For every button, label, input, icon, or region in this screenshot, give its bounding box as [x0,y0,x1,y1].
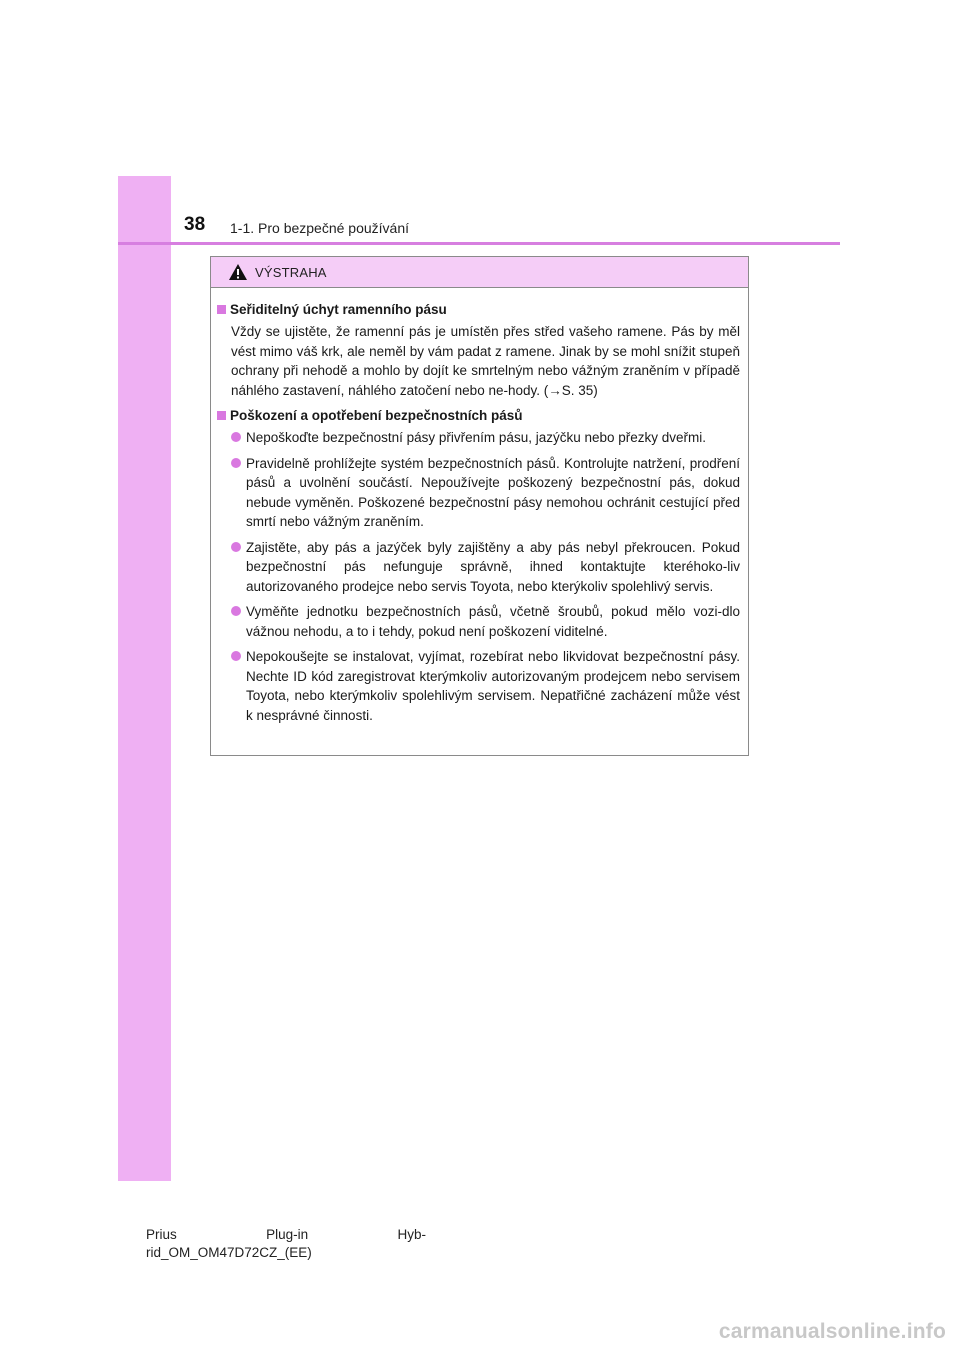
section-paragraph: Vždy se ujistěte, že ramenní pás je umístěn přes střed vašeho ramene. Pás by měl vést mimo váš krk, ale neměl by vám padat z ramene. Jinak by se mohl snížit stupeň ochrany při nehodě a mohlo by dojít ke smrtelným nebo vážným zraněním v případě náhlého zastavení, náhlého zatočení nebo ne-hody. (→S. 35) [231,324,740,398]
warning-title: VÝSTRAHA [255,264,327,280]
section-heading-text: Poškození a opotřebení bezpečnostních pásů [230,408,523,423]
list-item [231,602,740,641]
footer-line-2: rid_OM_OM47D72CZ_(EE) [146,1245,312,1260]
section-heading [217,406,740,425]
circle-bullet-icon [231,606,241,616]
footer-doc-id [146,1226,426,1262]
footer-word: Plug-in [266,1227,309,1242]
header-rule [118,242,840,245]
side-band [118,176,171,1181]
list-item-text: Nepoškoďte bezpečnostní pásy přivřením pásu, jazýčku nebo přezky dveřmi. [246,430,707,445]
footer-word: Prius [146,1227,177,1242]
list-item [231,647,740,725]
watermark: carmanualsonline.info [718,1320,946,1343]
list-item [231,538,740,597]
section-heading-text: Seřiditelný úchyt ramenního pásu [230,302,447,317]
circle-bullet-icon [231,458,241,468]
square-bullet-icon [217,411,226,420]
list-item [231,454,740,532]
page-number: 38 [184,214,206,235]
list-item-text: Vyměňte jednotku bezpečnostních pásů, včetně šroubů, pokud mělo vozi-dlo vážnou nehodu, a to i tehdy, pokud není poškození viditelné. [246,604,740,639]
warning-box [210,256,749,756]
list-item-text: Zajistěte, aby pás a jazýček byly zajištěny a aby pás nebyl překroucen. Pokud bezpečnostní pás nefunguje správně, ihned kontaktujte kteréhoko-liv autorizovaného prodejce nebo servis Toyota, nebo kterýkoliv spolehlivý servis. [246,539,740,594]
list-item-text: Nepokoušejte se instalovat, vyjímat, rozebírat nebo likvidovat bezpečnostní pásy. Nechte ID kód zaregistrovat kterýmkoliv autorizovaným prodejcem nebo servisem Toyota, nebo kterýmkoliv spolehlivým servisem. Nepatřičné zacházení může vést k nesprávné činnosti. [246,649,740,723]
warning-body [211,288,748,725]
list-item-text: Pravidelně prohlížejte systém bezpečnostních pásů. Kontrolujte natržení, prodření pásů a uvolnění součástí. Nepoužívejte poškozený bezpečnostní pás, dokud nebude vyměněn. Poškozené bezpečnostní pásy nemohou ochránit cestující před smrtí nebo vážným zraněním. [246,455,740,529]
footer-word: Hyb- [397,1227,426,1242]
footer-line-1 [146,1226,426,1244]
warning-header [211,257,748,288]
warning-section [217,406,740,725]
warning-triangle-icon [228,263,248,281]
section-heading [217,300,740,319]
warning-section [217,300,740,400]
circle-bullet-icon [231,651,241,661]
section-title: 1-1. Pro bezpečné používání [230,220,410,236]
circle-bullet-icon [231,432,241,442]
list-item [231,428,740,448]
square-bullet-icon [217,305,226,314]
circle-bullet-icon [231,542,241,552]
